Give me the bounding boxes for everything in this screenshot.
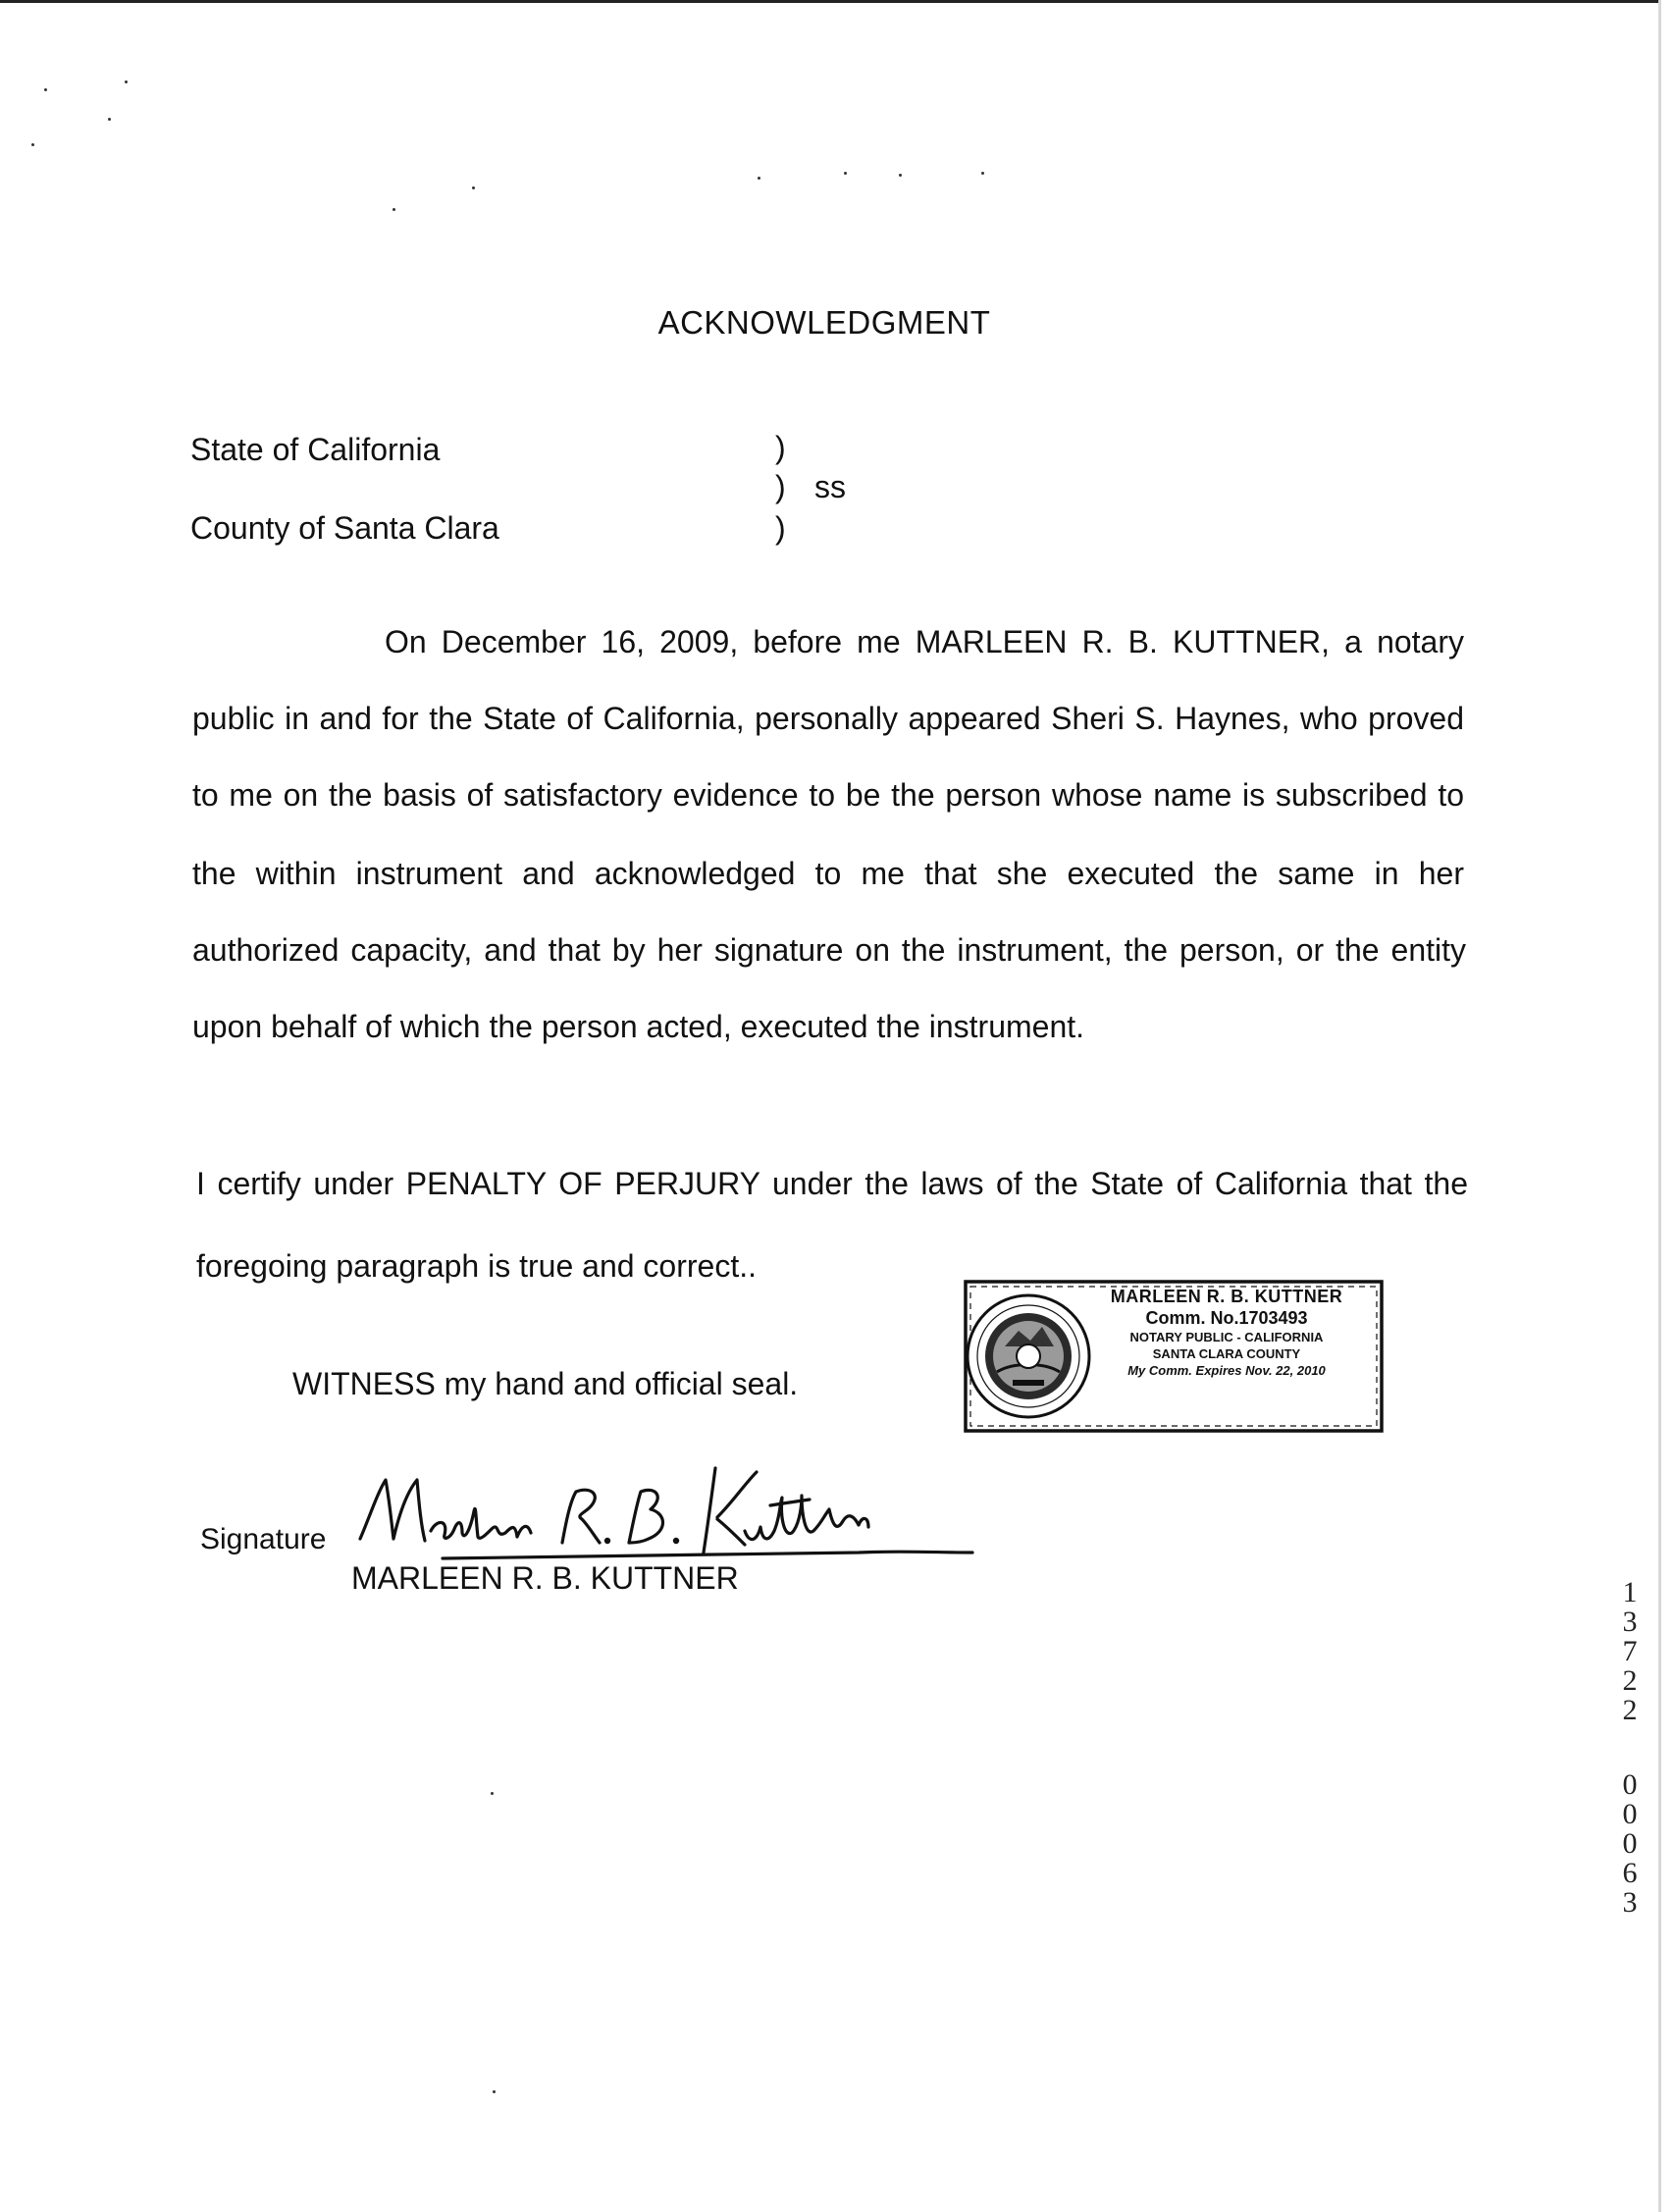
venue-paren-top: ) (775, 430, 786, 465)
venue-ss: ss (814, 469, 846, 504)
stamp-expiry: My Comm. Expires Nov. 22, 2010 (1127, 1363, 1326, 1378)
venue-state: State of California (190, 432, 441, 467)
scan-speck (472, 186, 475, 189)
body-line: the within instrument and acknowledged to me that she executed the same in her (192, 856, 1464, 891)
margin-id-digit: 0 (1622, 1798, 1638, 1830)
handwritten-signature (348, 1462, 976, 1570)
document-title: ACKNOWLEDGMENT (657, 304, 991, 341)
margin-id-digit: 3 (1622, 1886, 1638, 1919)
notary-stamp (962, 1278, 1386, 1435)
body-line: public in and for the State of California, personally appeared Sheri S. Haynes, who proved (192, 701, 1464, 736)
body-line: upon behalf of which the person acted, executed the instrument. (192, 1009, 1085, 1044)
scan-speck (44, 88, 47, 91)
witness-line: WITNESS my hand and official seal. (292, 1366, 799, 1401)
body-line: authorized capacity, and that by her signature on the instrument, the person, or the entity (192, 932, 1466, 968)
scan-speck (758, 177, 760, 180)
margin-document-id (1617, 1578, 1643, 1918)
margin-id-digit: 7 (1622, 1635, 1638, 1667)
body-line: On December 16, 2009, before me MARLEEN R. B. KUTTNER, a notary (385, 624, 1464, 659)
margin-id-digit: 6 (1622, 1857, 1638, 1889)
scan-speck (491, 1792, 494, 1795)
margin-id-digit: 3 (1622, 1606, 1638, 1638)
stamp-name: MARLEEN R. B. KUTTNER (1110, 1287, 1343, 1306)
margin-id-digit: 0 (1622, 1768, 1638, 1801)
page-top-edge (0, 0, 1660, 3)
scan-speck (899, 174, 902, 177)
margin-id-digit: 0 (1622, 1827, 1638, 1860)
margin-id-digit: 1 (1622, 1576, 1638, 1608)
body-line: to me on the basis of satisfactory evidence to be the person whose name is subscribed to (192, 777, 1464, 813)
scan-speck (844, 172, 847, 175)
scan-speck (981, 172, 984, 175)
stamp-commission: Comm. No.1703493 (1145, 1308, 1308, 1328)
venue-paren-bottom: ) (775, 510, 786, 546)
scan-speck (108, 118, 111, 121)
margin-id-part1 (1617, 1578, 1643, 1725)
stamp-title: NOTARY PUBLIC - CALIFORNIA (1129, 1330, 1324, 1344)
scan-speck (31, 143, 34, 146)
stamp-county: SANTA CLARA COUNTY (1152, 1346, 1301, 1361)
signature-label: Signature (200, 1523, 327, 1555)
scan-speck (393, 208, 395, 211)
scan-speck (125, 80, 128, 83)
certify-line: foregoing paragraph is true and correct.. (196, 1248, 757, 1284)
venue-paren-mid: ) (775, 469, 786, 504)
venue-county: County of Santa Clara (190, 510, 499, 546)
margin-id-digit: 2 (1622, 1694, 1638, 1726)
scan-speck (493, 2090, 496, 2093)
certify-line: I certify under PENALTY OF PERJURY under the laws of the State of California that the (196, 1166, 1468, 1201)
signer-name: MARLEEN R. B. KUTTNER (351, 1560, 739, 1596)
stamp-text-block (1094, 1288, 1359, 1381)
margin-id-part2 (1617, 1770, 1643, 1918)
margin-id-digit: 2 (1622, 1664, 1638, 1697)
page-right-edge (1658, 0, 1661, 2212)
